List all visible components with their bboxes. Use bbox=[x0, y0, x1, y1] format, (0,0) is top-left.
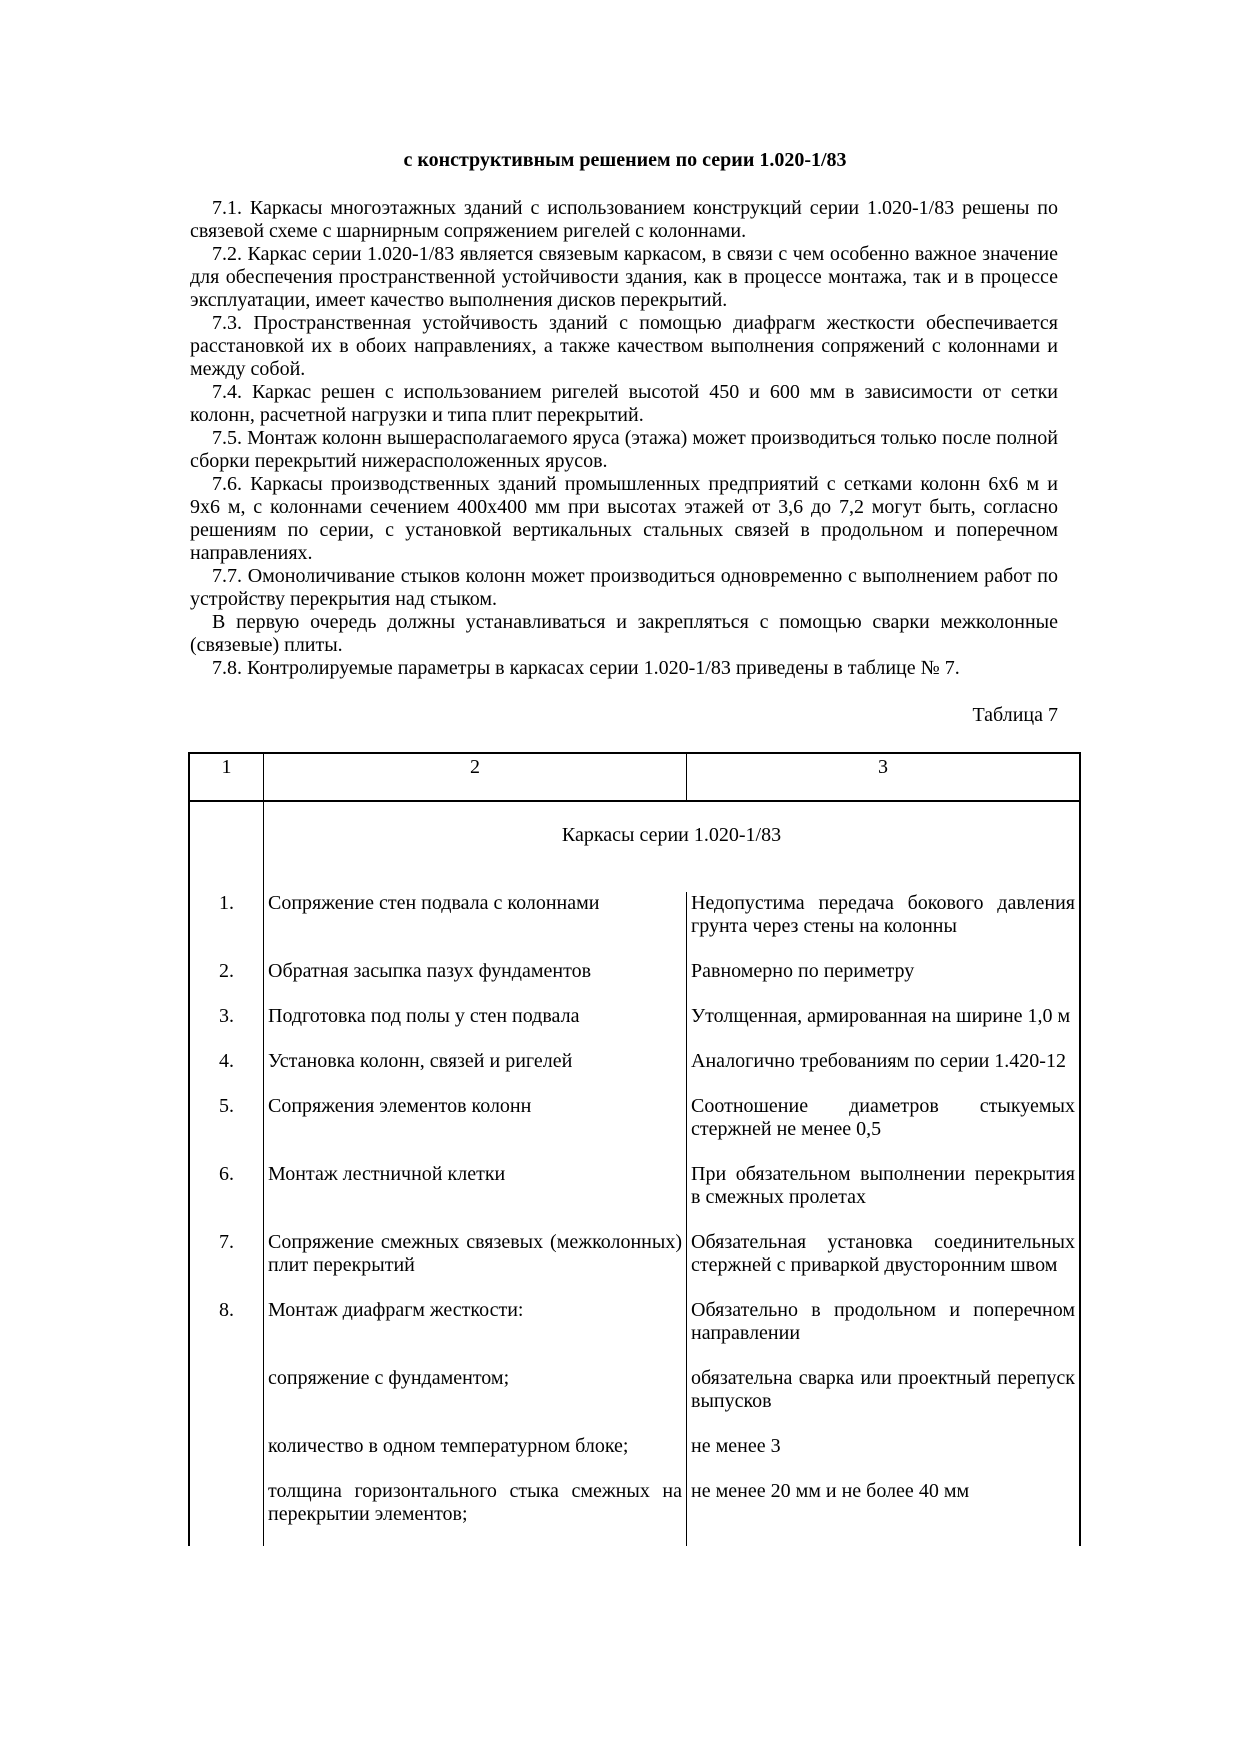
row-requirement: Утолщенная, армированная на ширине 1,0 м bbox=[687, 1005, 1081, 1050]
row-parameter: Монтаж диафрагм жесткости: bbox=[264, 1299, 687, 1367]
header-cell-1: 1 bbox=[189, 753, 264, 801]
header-cell-2: 2 bbox=[264, 753, 687, 801]
row-requirement: Обязательная установка соединительных стержней с приваркой двусторонним швом bbox=[687, 1231, 1081, 1299]
table-row bbox=[189, 1435, 1080, 1480]
row-number: 7. bbox=[189, 1231, 264, 1299]
row-number: 2. bbox=[189, 960, 264, 1005]
table-row bbox=[189, 1231, 1080, 1299]
header-cell-3: 3 bbox=[687, 753, 1081, 801]
row-number: 3. bbox=[189, 1005, 264, 1050]
row-requirement: При обязательном выполнении перекрытия в смежных пролетах bbox=[687, 1163, 1081, 1231]
row-requirement: Обязательно в продольном и поперечном направлении bbox=[687, 1299, 1081, 1367]
table-row bbox=[189, 892, 1080, 960]
row-number bbox=[189, 1480, 264, 1546]
row-parameter: Установка колонн, связей и ригелей bbox=[264, 1050, 687, 1095]
row-requirement: Аналогично требованиям по серии 1.420-12 bbox=[687, 1050, 1081, 1095]
paragraph-7-1: 7.1. Каркасы многоэтажных зданий с использованием конструкций серии 1.020-1/83 решены по связевой схеме с шарнирным сопряжением ригелей с колоннами. bbox=[190, 197, 1058, 242]
row-number: 1. bbox=[189, 892, 264, 960]
row-requirement: не менее 3 bbox=[687, 1435, 1081, 1480]
table-section-row bbox=[189, 801, 1080, 892]
table-row bbox=[189, 1367, 1080, 1435]
table-row bbox=[189, 1163, 1080, 1231]
row-parameter: количество в одном температурном блоке; bbox=[264, 1435, 687, 1480]
row-requirement: Равномерно по периметру bbox=[687, 960, 1081, 1005]
row-number: 4. bbox=[189, 1050, 264, 1095]
paragraph-7-7: 7.7. Омоноличивание стыков колонн может производиться одновременно с выполнением работ по устройству перекрытия над стыком. bbox=[190, 565, 1058, 610]
row-number: 6. bbox=[189, 1163, 264, 1231]
row-parameter: толщина горизонтального стыка смежных на перекрытии элементов; bbox=[264, 1480, 687, 1546]
row-parameter: Монтаж лестничной клетки bbox=[264, 1163, 687, 1231]
paragraph-7-7-note: В первую очередь должны устанавливаться и закрепляться с помощью сварки межколонные (связевые) плиты. bbox=[190, 611, 1058, 656]
row-parameter: Сопряжение смежных связевых (межколонных) плит перекрытий bbox=[264, 1231, 687, 1299]
section-title: Каркасы серии 1.020-1/83 bbox=[264, 801, 1081, 892]
table-row bbox=[189, 1299, 1080, 1367]
row-parameter: Подготовка под полы у стен подвала bbox=[264, 1005, 687, 1050]
parameters-table bbox=[188, 752, 1081, 1546]
row-requirement: Недопустима передача бокового давления грунта через стены на колонны bbox=[687, 892, 1081, 960]
row-requirement: не менее 20 мм и не более 40 мм bbox=[687, 1480, 1081, 1546]
row-parameter: Обратная засыпка пазух фундаментов bbox=[264, 960, 687, 1005]
table-caption: Таблица 7 bbox=[972, 704, 1058, 726]
section-empty-cell bbox=[189, 801, 264, 892]
paragraph-7-2: 7.2. Каркас серии 1.020-1/83 является связевым каркасом, в связи с чем особенно важное значение для обеспечения пространственной устойчивости здания, как в процессе монтажа, так и в процессе эксплуатации, имеет качество выполнения дисков перекрытий. bbox=[190, 243, 1058, 311]
table-row bbox=[189, 1095, 1080, 1163]
row-parameter: Сопряжение стен подвала с колоннами bbox=[264, 892, 687, 960]
section-heading: с конструктивным решением по серии 1.020-1/83 bbox=[403, 149, 847, 171]
table-row bbox=[189, 1480, 1080, 1546]
paragraph-7-3: 7.3. Пространственная устойчивость зданий с помощью диафрагм жесткости обеспечивается расстановкой их в обоих направлениях, а также качеством выполнения сопряжений с колоннами и между собой. bbox=[190, 312, 1058, 380]
body-text bbox=[190, 197, 1058, 680]
row-requirement: обязательна сварка или проектный перепуск выпусков bbox=[687, 1367, 1081, 1435]
row-number: 8. bbox=[189, 1299, 264, 1367]
paragraph-7-6: 7.6. Каркасы производственных зданий промышленных предприятий с сетками колонн 6х6 м и 9х6 м, с колоннами сечением 400х400 мм при высотах этажей от 3,6 до 7,2 могут быть, согласно решениям по серии, с установкой вертикальных стальных связей в продольном и поперечном направлениях. bbox=[190, 473, 1058, 564]
row-number bbox=[189, 1367, 264, 1435]
paragraph-7-4: 7.4. Каркас решен с использованием ригелей высотой 450 и 600 мм в зависимости от сетки колонн, расчетной нагрузки и типа плит перекрытий. bbox=[190, 381, 1058, 426]
table-row bbox=[189, 1005, 1080, 1050]
row-number: 5. bbox=[189, 1095, 264, 1163]
row-parameter: сопряжение с фундаментом; bbox=[264, 1367, 687, 1435]
row-number bbox=[189, 1435, 264, 1480]
paragraph-7-5: 7.5. Монтаж колонн вышерасполагаемого яруса (этажа) может производиться только после полной сборки перекрытий нижерасположенных ярусов. bbox=[190, 427, 1058, 472]
table-header-row bbox=[189, 753, 1080, 801]
row-requirement: Соотношение диаметров стыкуемых стержней не менее 0,5 bbox=[687, 1095, 1081, 1163]
table-row bbox=[189, 1050, 1080, 1095]
row-parameter: Сопряжения элементов колонн bbox=[264, 1095, 687, 1163]
table-row bbox=[189, 960, 1080, 1005]
paragraph-7-8: 7.8. Контролируемые параметры в каркасах серии 1.020-1/83 приведены в таблице № 7. bbox=[212, 657, 960, 679]
